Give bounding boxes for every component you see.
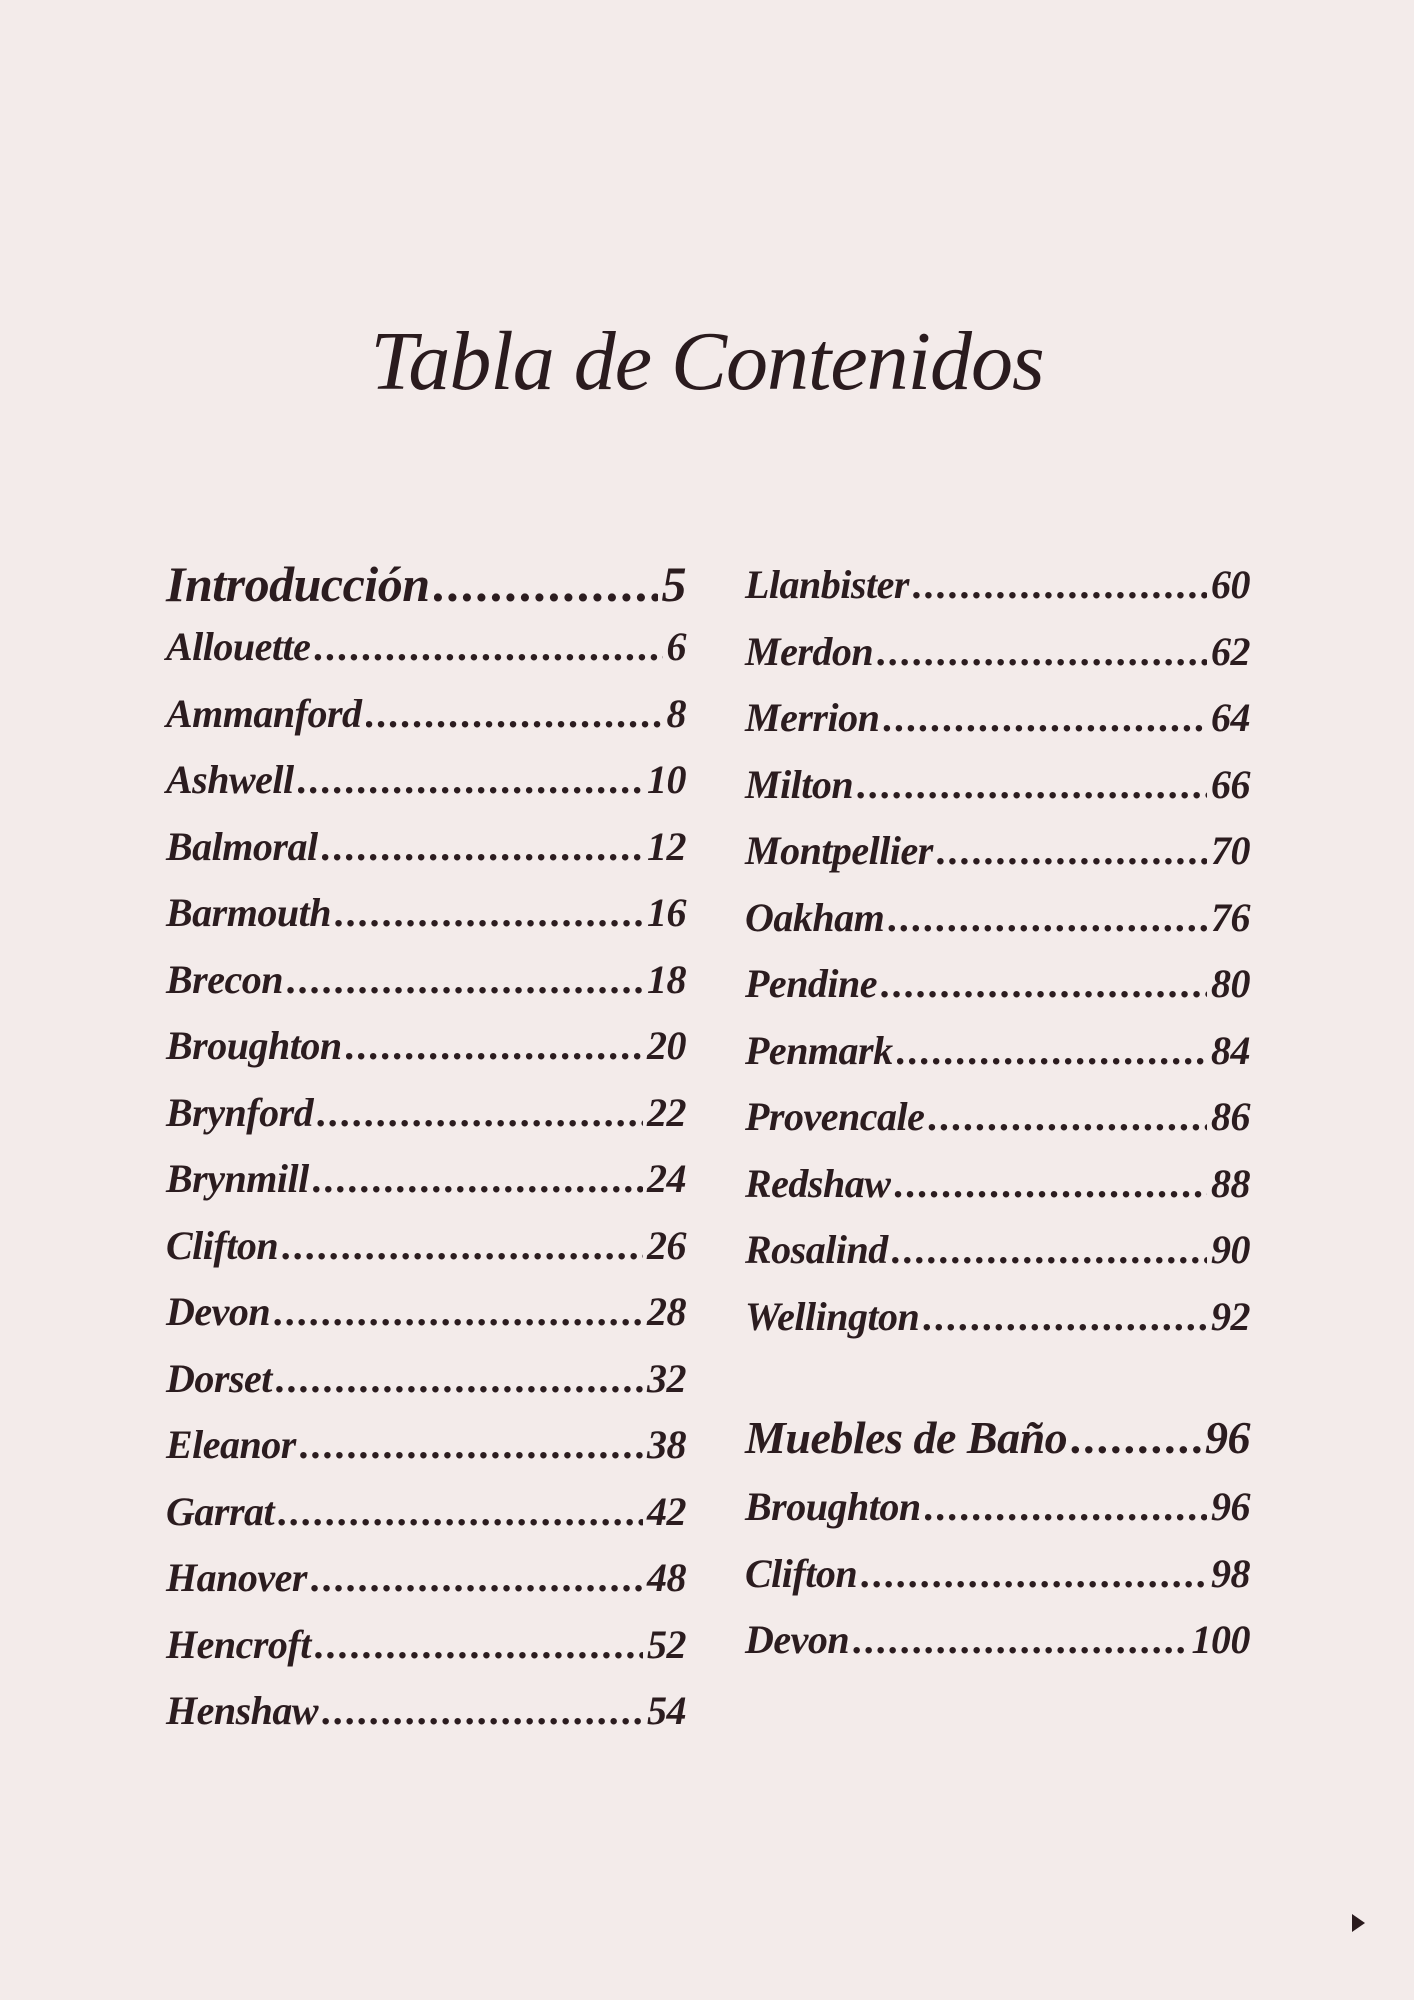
dot-leader <box>315 1621 643 1668</box>
toc-entry-page: 54 <box>647 1688 686 1733</box>
toc-entry-name: Dorset <box>166 1355 272 1401</box>
toc-entry-page: 60 <box>1211 562 1250 607</box>
toc-entry-page: 52 <box>647 1621 686 1667</box>
dot-leader <box>1071 1411 1201 1464</box>
dot-leader <box>923 1293 1207 1340</box>
dot-leader <box>861 1550 1207 1597</box>
toc-entry-name: Allouette <box>166 624 311 669</box>
toc-entry-page: 98 <box>1211 1550 1250 1596</box>
dot-leader <box>314 623 662 670</box>
toc-entry-brynford[interactable] <box>166 1089 686 1156</box>
toc-entry-introduccion[interactable] <box>166 555 686 623</box>
toc-entry-ammanford[interactable] <box>166 690 686 757</box>
toc-entry-oakham[interactable] <box>745 894 1250 961</box>
dot-leader <box>322 1687 643 1734</box>
dot-leader <box>346 1022 643 1069</box>
dot-leader <box>313 1155 643 1202</box>
toc-entry-clifton[interactable] <box>166 1222 686 1289</box>
toc-entry-page: 66 <box>1211 761 1250 807</box>
toc-entry-devon[interactable] <box>166 1288 686 1355</box>
dot-leader <box>276 1355 643 1402</box>
toc-entry-name: Pendine <box>745 961 878 1006</box>
toc-entry-name: Merdon <box>745 628 874 674</box>
toc-entry-name: Oakham <box>745 894 885 940</box>
toc-entry-page: 48 <box>647 1555 686 1600</box>
toc-entry-page: 64 <box>1211 695 1250 740</box>
toc-entry-montpellier[interactable] <box>745 827 1250 894</box>
toc-entry-name: Hanover <box>166 1555 307 1600</box>
toc-entry-name: Milton <box>745 761 854 807</box>
dot-leader <box>928 1093 1207 1140</box>
dot-leader <box>913 561 1207 608</box>
dot-leader <box>883 694 1207 741</box>
toc-entry-name: Clifton <box>745 1550 858 1596</box>
dot-leader <box>278 1488 643 1535</box>
toc-entry-name: Eleanor <box>166 1422 296 1467</box>
dot-leader <box>282 1222 643 1269</box>
dot-leader <box>857 761 1207 808</box>
toc-entry-bath-broughton[interactable] <box>745 1483 1250 1550</box>
toc-entry-name: Devon <box>745 1617 850 1662</box>
toc-entry-name: Hencroft <box>166 1621 311 1667</box>
toc-entry-name: Brynmill <box>166 1156 309 1201</box>
dot-leader <box>274 1288 643 1335</box>
toc-entry-page: 5 <box>661 556 686 612</box>
toc-entry-page: 42 <box>647 1488 686 1534</box>
toc-entry-page: 16 <box>647 890 686 935</box>
toc-entry-merdon[interactable] <box>745 628 1250 695</box>
toc-entry-page: 10 <box>647 757 686 802</box>
toc-entry-page: 96 <box>1211 1484 1250 1529</box>
toc-left-column <box>166 555 686 1754</box>
toc-entry-name: Broughton <box>745 1484 921 1529</box>
toc-entry-page: 100 <box>1191 1617 1250 1662</box>
toc-entry-page: 32 <box>647 1355 686 1401</box>
dot-leader <box>881 960 1207 1007</box>
toc-entry-page: 6 <box>666 624 686 669</box>
toc-entry-name: Provencale <box>745 1094 925 1139</box>
toc-entry-wellington[interactable] <box>745 1293 1250 1360</box>
dot-leader <box>434 555 658 613</box>
toc-entry-pendine[interactable] <box>745 960 1250 1027</box>
toc-entry-name: Brynford <box>166 1089 314 1135</box>
toc-entry-name: Wellington <box>745 1293 920 1339</box>
dot-leader <box>853 1616 1187 1663</box>
toc-entry-eleanor[interactable] <box>166 1421 686 1488</box>
dot-leader <box>937 827 1207 874</box>
toc-entry-name: Clifton <box>166 1222 279 1268</box>
next-page-arrow-icon[interactable] <box>1352 1914 1365 1932</box>
toc-entry-page: 26 <box>647 1222 686 1268</box>
toc-entry-name: Balmoral <box>166 823 318 869</box>
dot-leader <box>877 628 1207 675</box>
dot-leader <box>317 1089 643 1136</box>
toc-entry-ashwell[interactable] <box>166 756 686 823</box>
toc-entry-redshaw[interactable] <box>745 1160 1250 1227</box>
toc-entry-llanbister[interactable] <box>745 561 1250 628</box>
dot-leader <box>298 756 643 803</box>
toc-entry-name: Ammanford <box>166 690 362 736</box>
dot-leader <box>925 1483 1207 1530</box>
toc-entry-name: Merrion <box>745 695 880 740</box>
toc-entry-dorset[interactable] <box>166 1355 686 1422</box>
toc-entry-name: Montpellier <box>745 828 933 873</box>
toc-entry-milton[interactable] <box>745 761 1250 828</box>
toc-entry-allouette[interactable] <box>166 623 686 690</box>
dot-leader <box>366 690 663 737</box>
toc-entry-hanover[interactable] <box>166 1554 686 1621</box>
toc-entry-page: 70 <box>1211 828 1250 873</box>
toc-entry-bath-devon[interactable] <box>745 1616 1250 1683</box>
toc-entry-balmoral[interactable] <box>166 823 686 890</box>
toc-entry-barmouth[interactable] <box>166 889 686 956</box>
toc-right-column <box>745 561 1250 1683</box>
dot-leader <box>335 889 643 936</box>
toc-entry-name: Garrat <box>166 1488 275 1534</box>
toc-entry-page: 12 <box>647 823 686 869</box>
toc-entry-brynmill[interactable] <box>166 1155 686 1222</box>
toc-entry-page: 24 <box>647 1156 686 1201</box>
toc-entry-page: 22 <box>647 1089 686 1135</box>
toc-entry-page: 84 <box>1211 1027 1250 1073</box>
toc-entry-broughton[interactable] <box>166 1022 686 1089</box>
toc-entry-merrion[interactable] <box>745 694 1250 761</box>
toc-entry-hencroft[interactable] <box>166 1621 686 1688</box>
dot-leader <box>897 1027 1207 1074</box>
toc-entry-name: Redshaw <box>745 1160 891 1206</box>
page-title: Tabla de Contenidos <box>370 315 1044 408</box>
toc-entry-name: Introducción <box>166 556 430 612</box>
dot-leader <box>322 823 643 870</box>
toc-entry-page: 86 <box>1211 1094 1250 1139</box>
toc-entry-name: Penmark <box>745 1027 893 1073</box>
dot-leader <box>894 1160 1207 1207</box>
toc-entry-page: 62 <box>1211 628 1250 674</box>
toc-entry-bath-clifton[interactable] <box>745 1550 1250 1617</box>
toc-entry-provencale[interactable] <box>745 1093 1250 1160</box>
toc-entry-name: Ashwell <box>166 757 294 802</box>
toc-entry-page: 88 <box>1211 1160 1250 1206</box>
dot-leader <box>287 956 643 1003</box>
toc-entry-page: 80 <box>1211 961 1250 1006</box>
toc-entry-page: 92 <box>1211 1293 1250 1339</box>
toc-entry-name: Rosalind <box>745 1227 888 1272</box>
toc-entry-rosalind[interactable] <box>745 1226 1250 1293</box>
section-spacer <box>745 1359 1250 1411</box>
dot-leader <box>888 894 1207 941</box>
toc-entry-page: 20 <box>647 1023 686 1068</box>
toc-entry-henshaw[interactable] <box>166 1687 686 1754</box>
toc-entry-garrat[interactable] <box>166 1488 686 1555</box>
toc-entry-name: Barmouth <box>166 890 331 935</box>
toc-entry-muebles-de-bano[interactable] <box>745 1411 1250 1483</box>
toc-entry-name: Brecon <box>166 956 283 1002</box>
dot-leader <box>300 1421 643 1468</box>
toc-entry-page: 18 <box>647 956 686 1002</box>
toc-entry-page: 28 <box>647 1289 686 1334</box>
toc-entry-name: Muebles de Baño <box>745 1412 1068 1463</box>
toc-entry-page: 38 <box>647 1422 686 1467</box>
toc-entry-penmark[interactable] <box>745 1027 1250 1094</box>
toc-entry-name: Broughton <box>166 1023 342 1068</box>
toc-entry-name: Llanbister <box>745 562 909 607</box>
toc-entry-page: 90 <box>1211 1227 1250 1272</box>
toc-entry-name: Henshaw <box>166 1688 319 1733</box>
dot-leader <box>892 1226 1207 1273</box>
toc-entry-page: 96 <box>1205 1412 1250 1463</box>
toc-entry-page: 8 <box>666 690 686 736</box>
toc-entry-brecon[interactable] <box>166 956 686 1023</box>
dot-leader <box>311 1554 643 1601</box>
toc-entry-name: Devon <box>166 1289 271 1334</box>
toc-entry-page: 76 <box>1211 894 1250 940</box>
